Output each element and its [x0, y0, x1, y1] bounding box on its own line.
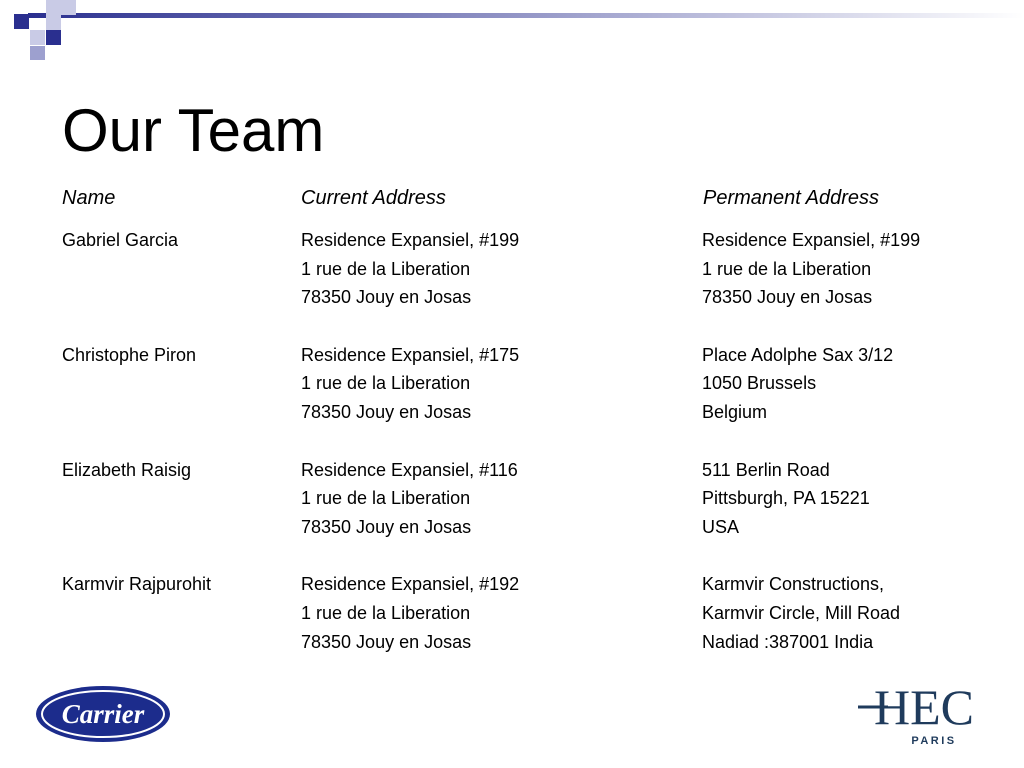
- deco-square-3: [61, 0, 76, 15]
- deco-square-7: [46, 15, 61, 30]
- permanent-address-line: Belgium: [702, 402, 768, 423]
- permanent-address-line: 1 rue de la Liberation: [702, 258, 872, 279]
- name-column: [62, 226, 211, 599]
- hec-logo-subtext: PARIS: [911, 735, 957, 747]
- member-name: Elizabeth Raisig: [62, 459, 192, 480]
- header-gradient-bar: [28, 13, 1024, 18]
- header-current-address: Current Address: [301, 187, 446, 209]
- deco-square-4: [30, 30, 45, 45]
- current-address-line: 78350 Jouy en Josas: [301, 516, 472, 537]
- current-address-line: 78350 Jouy en Josas: [301, 287, 472, 308]
- deco-square-5: [46, 30, 61, 45]
- header-decoration: [0, 0, 1024, 60]
- permanent-address-line: Karmvir Circle, Mill Road: [702, 602, 901, 623]
- permanent-address-line: Karmvir Constructions,: [702, 574, 885, 595]
- current-address-line: 1 rue de la Liberation: [301, 602, 471, 623]
- member-name: Christophe Piron: [62, 344, 197, 365]
- slide-title: Our Team: [62, 97, 325, 164]
- permanent-address-line: Place Adolphe Sax 3/12: [702, 344, 894, 365]
- member-name: Gabriel Garcia: [62, 230, 179, 250]
- current-address-line: 1 rue de la Liberation: [301, 373, 471, 394]
- current-address-line: Residence Expansiel, #175: [301, 344, 520, 365]
- current-address-column: [301, 226, 519, 656]
- carrier-logo: [34, 684, 172, 744]
- permanent-address-line: 78350 Jouy en Josas: [702, 287, 873, 308]
- deco-square-1: [14, 14, 29, 29]
- current-address-line: Residence Expansiel, #192: [301, 574, 520, 595]
- carrier-logo-text: Carrier: [61, 699, 145, 729]
- hec-logo-text: HEC: [874, 680, 974, 735]
- permanent-address-line: Pittsburgh, PA 15221: [702, 488, 870, 509]
- current-address-line: 78350 Jouy en Josas: [301, 631, 472, 652]
- deco-square-6: [30, 46, 45, 60]
- current-address-line: 1 rue de la Liberation: [301, 488, 471, 509]
- permanent-address-line: 511 Berlin Road: [702, 459, 830, 480]
- permanent-address-column: [702, 226, 920, 656]
- hec-logo: [852, 680, 996, 750]
- header-name: Name: [62, 187, 116, 209]
- permanent-address-line: Residence Expansiel, #199: [702, 230, 921, 250]
- permanent-address-line: USA: [702, 516, 740, 537]
- current-address-line: 78350 Jouy en Josas: [301, 402, 472, 423]
- current-address-line: 1 rue de la Liberation: [301, 258, 471, 279]
- header-permanent-address: Permanent Address: [703, 187, 880, 209]
- permanent-address-line: 1050 Brussels: [702, 373, 817, 394]
- current-address-line: Residence Expansiel, #199: [301, 230, 520, 250]
- current-address-line: Residence Expansiel, #116: [301, 459, 518, 480]
- permanent-address-line: Nadiad :387001 India: [702, 631, 874, 652]
- member-name: Karmvir Rajpurohit: [62, 574, 212, 595]
- deco-square-2: [46, 0, 61, 15]
